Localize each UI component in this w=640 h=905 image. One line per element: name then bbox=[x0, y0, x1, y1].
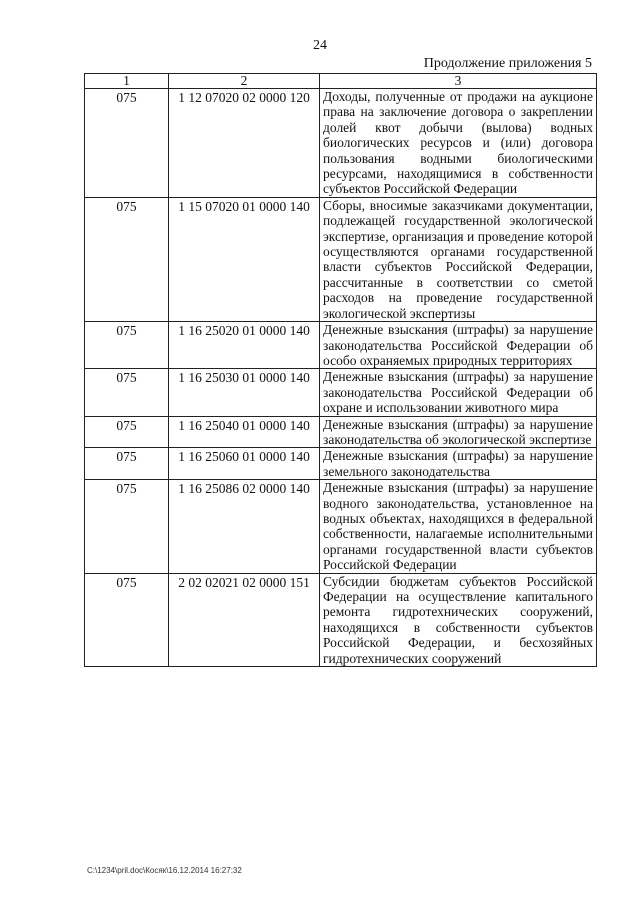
budget-code-cell: 1 16 25040 01 0000 140 bbox=[169, 416, 320, 448]
admin-code-cell: 075 bbox=[85, 573, 169, 666]
column-header-1: 1 bbox=[85, 74, 169, 89]
file-path-footer: C:\1234\pril.doc\Косяк\16.12.2014 16:27:32 bbox=[87, 866, 242, 875]
description-cell: Денежные взыскания (штрафы) за нарушение земельного законодательства bbox=[320, 448, 597, 480]
description-cell: Денежные взыскания (штрафы) за нарушение законодательства об экологической экспертизе bbox=[320, 416, 597, 448]
table-row bbox=[85, 480, 597, 573]
admin-code-cell: 075 bbox=[85, 480, 169, 573]
description-cell: Доходы, полученные от продажи на аукционе права на заключение договора о закреплении долей квот добычи (вылова) водных биологических ресурсов и (или) договора пользования водными биологическими ресурсами, находящимися в собственности субъектов Российской Федерации bbox=[320, 89, 597, 198]
table-row bbox=[85, 369, 597, 416]
table-row bbox=[85, 89, 597, 198]
table-header-row bbox=[85, 74, 597, 89]
description-cell: Денежные взыскания (штрафы) за нарушение водного законодательства, установленное на водных объектах, находящихся в федеральной собственности, налагаемые исполнительными органами государственной власти субъектов Российской Федерации bbox=[320, 480, 597, 573]
admin-code-cell: 075 bbox=[85, 89, 169, 198]
budget-code-cell: 1 16 25020 01 0000 140 bbox=[169, 322, 320, 369]
table-row bbox=[85, 573, 597, 666]
table-row bbox=[85, 322, 597, 369]
budget-code-cell: 1 16 25060 01 0000 140 bbox=[169, 448, 320, 480]
budget-code-cell: 1 15 07020 01 0000 140 bbox=[169, 197, 320, 321]
budget-code-cell: 1 12 07020 02 0000 120 bbox=[169, 89, 320, 198]
revenue-codes-table bbox=[84, 73, 597, 667]
admin-code-cell: 075 bbox=[85, 197, 169, 321]
page-number: 24 bbox=[313, 38, 327, 53]
admin-code-cell: 075 bbox=[85, 369, 169, 416]
description-cell: Денежные взыскания (штрафы) за нарушение законодательства Российской Федерации об особо охраняемых природных территориях bbox=[320, 322, 597, 369]
table-row bbox=[85, 197, 597, 321]
description-cell: Денежные взыскания (штрафы) за нарушение законодательства Российской Федерации об охране и использовании животного мира bbox=[320, 369, 597, 416]
admin-code-cell: 075 bbox=[85, 322, 169, 369]
description-cell: Сборы, вносимые заказчиками документации, подлежащей государственной экологической экспертизе, организация и проведение которой осуществляются органами государственной власти субъектов Российской Федерации, рассчитанные в соответствии со сметой расходов на проведение государственной экологической экспертизы bbox=[320, 197, 597, 321]
budget-code-cell: 1 16 25030 01 0000 140 bbox=[169, 369, 320, 416]
table-row bbox=[85, 448, 597, 480]
appendix-continuation-label: Продолжение приложения 5 bbox=[423, 56, 592, 71]
budget-code-cell: 2 02 02021 02 0000 151 bbox=[169, 573, 320, 666]
budget-code-cell: 1 16 25086 02 0000 140 bbox=[169, 480, 320, 573]
admin-code-cell: 075 bbox=[85, 448, 169, 480]
description-cell: Субсидии бюджетам субъектов Российской Федерации на осуществление капитального ремонта гидротехнических сооружений, находящихся в собственности субъектов Российской Федерации, и бесхозяйных гидротехнических сооружений bbox=[320, 573, 597, 666]
admin-code-cell: 075 bbox=[85, 416, 169, 448]
table-row bbox=[85, 416, 597, 448]
column-header-3: 3 bbox=[320, 74, 597, 89]
column-header-2: 2 bbox=[169, 74, 320, 89]
